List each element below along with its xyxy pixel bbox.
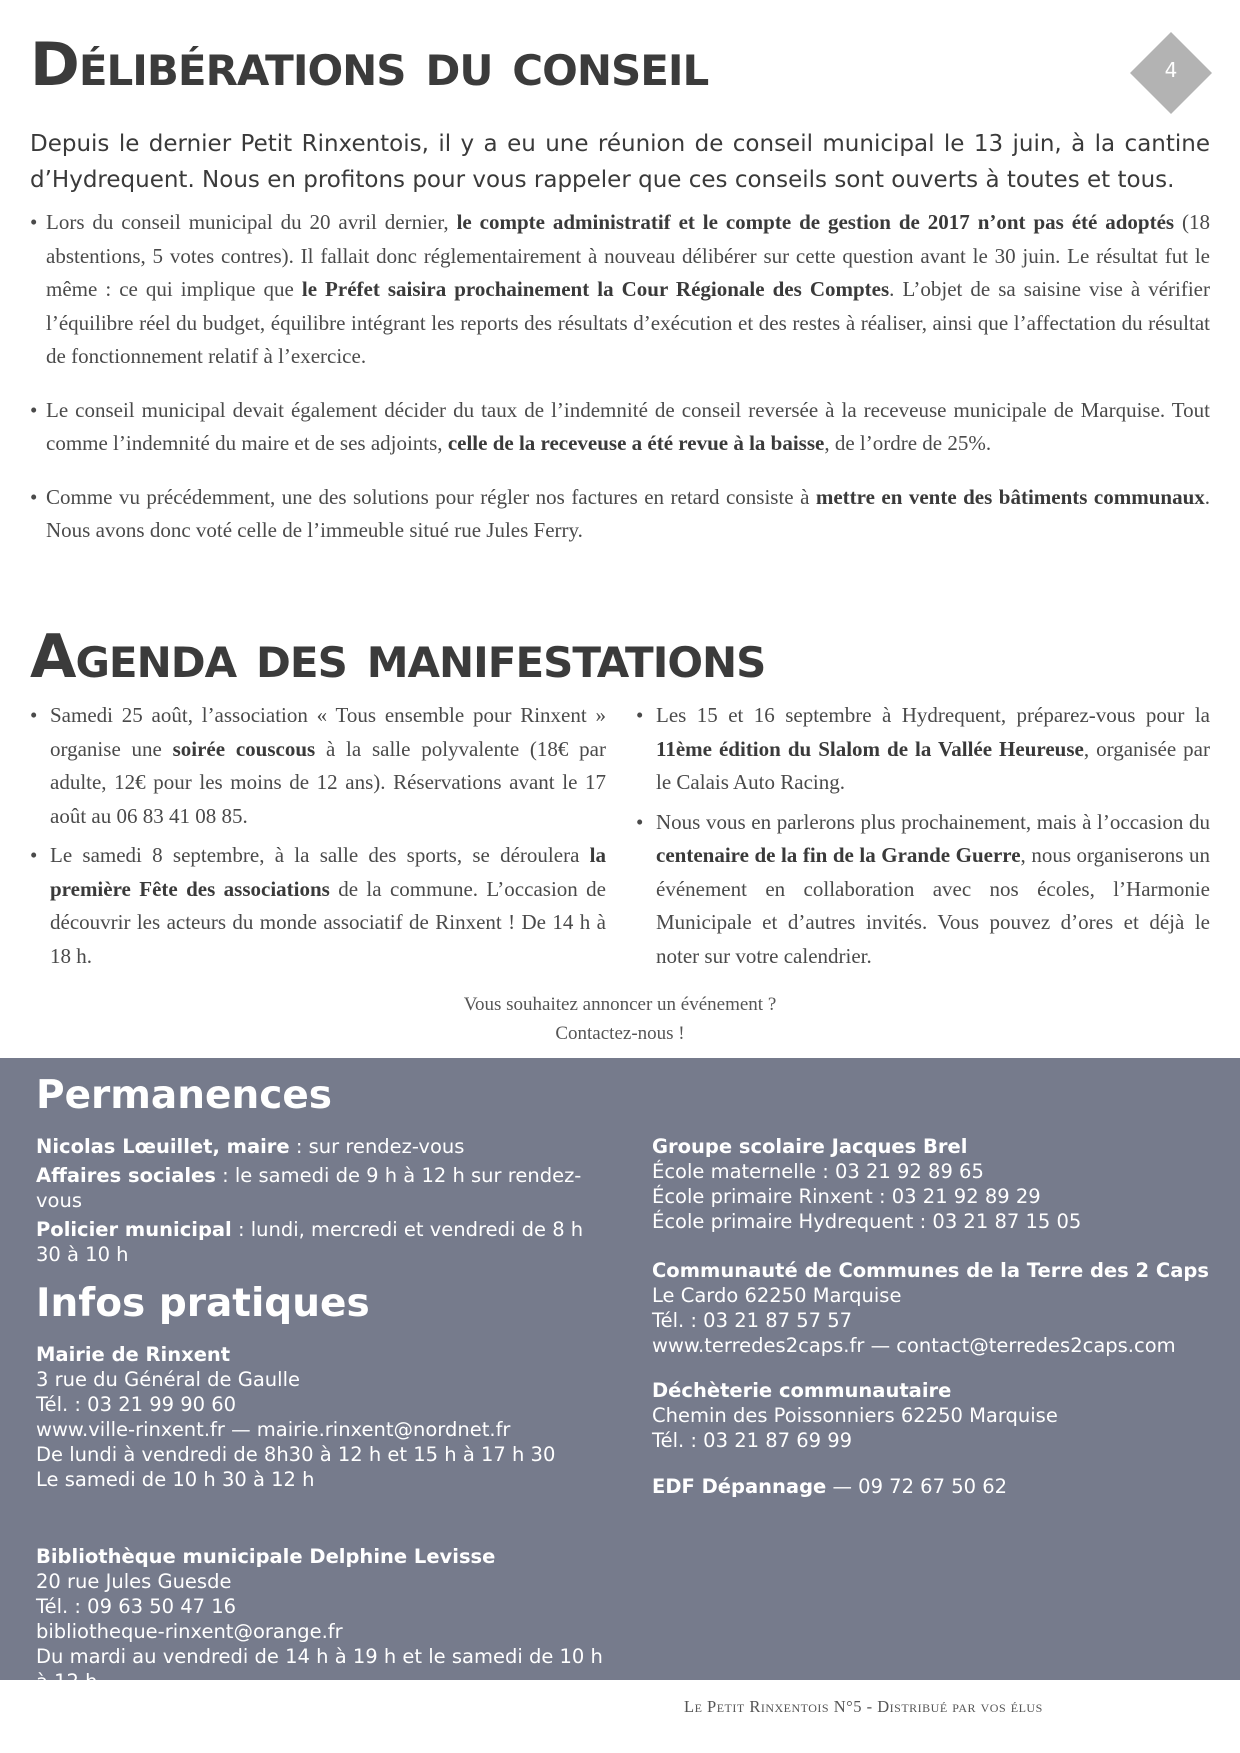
mairie-address: 3 rue du Général de Gaulle	[36, 1368, 300, 1391]
mairie-hours-saturday: Le samedi de 10 h 30 à 12 h	[36, 1468, 315, 1491]
list-item: • Le samedi 8 septembre, à la salle des sports, se déroulera la première Fête des associations de la commune. L’occasion de découvrir les acteurs du monde associatif de Rinxent ! De 14 h à 18 h.	[30, 839, 606, 973]
decheterie-name: Déchèterie communautaire	[652, 1379, 952, 1402]
list-item: • Samedi 25 août, l’association « Tous ensemble pour Rinxent » organise une soirée couscous à la salle polyvalente (18€ par adulte, 12€ pour les moins de 12 ans). Réservations avant le 17 août au 06 83 41 08 85.	[30, 699, 606, 833]
agenda-title-rest: genda des manifestations	[75, 622, 766, 692]
ecole-primaire-rinxent: École primaire Rinxent : 03 21 92 89 29	[652, 1185, 1041, 1208]
agenda-left-column	[30, 699, 606, 979]
deliberations-title	[30, 30, 708, 100]
permanences-title: Permanences	[36, 1073, 332, 1118]
agenda-title-initial: A	[30, 622, 76, 692]
bibliotheque-hours: Du mardi au vendredi de 14 h à 19 h et le samedi de 10 h à 12 h	[36, 1645, 603, 1693]
decheterie-tel: Tél. : 03 21 87 69 99	[652, 1429, 853, 1452]
ecole-primaire-hydrequent: École primaire Hydrequent : 03 21 87 15 05	[652, 1210, 1082, 1233]
decheterie-block	[652, 1378, 1222, 1453]
bibliotheque-email: bibliotheque-rinxent@orange.fr	[36, 1620, 343, 1643]
mairie-web: www.ville-rinxent.fr — mairie.rinxent@nordnet.fr	[36, 1418, 511, 1441]
edf-phone: — 09 72 67 50 62	[826, 1475, 1008, 1498]
permanence-maire: Nicolas Lœuillet, maire : sur rendez-vous	[36, 1135, 465, 1158]
deliberations-intro: Depuis le dernier Petit Rinxentois, il y a eu une réunion de conseil municipal le 13 juin, à la cantine d’Hydrequent. Nous en profitons pour vous rappeler que ces conseils sont ouverts à toutes et tous.	[30, 131, 1210, 193]
ecole-block	[652, 1134, 1222, 1234]
infos-pratiques-title: Infos pratiques	[36, 1281, 370, 1326]
permanence-affaires-sociales: Affaires sociales : le samedi de 9 h à 12 h sur rendez-vous	[36, 1164, 582, 1212]
ecole-name: Groupe scolaire Jacques Brel	[652, 1135, 968, 1158]
communaute-block	[652, 1258, 1222, 1358]
decheterie-address: Chemin des Poissonniers 62250 Marquise	[652, 1404, 1058, 1427]
communaute-web: www.terredes2caps.fr — contact@terredes2caps.com	[652, 1334, 1176, 1357]
permanence-policier: Policier municipal : lundi, mercredi et vendredi de 8 h 30 à 10 h	[36, 1218, 584, 1266]
communaute-name: Communauté de Communes de la Terre des 2 Caps	[652, 1259, 1209, 1282]
page-number: 4	[1164, 58, 1178, 82]
list-item: • Nous vous en parlerons plus prochainement, mais à l’occasion du centenaire de la fin de la Grande Guerre, nous organiserons un événement en collaboration avec nos écoles, l’Harmonie Municipale et d’autres invités. Vous pouvez d’ores et déjà le noter sur votre calendrier.	[636, 806, 1210, 974]
info-panel	[0, 1058, 1240, 1693]
bibliotheque-tel: Tél. : 09 63 50 47 16	[36, 1595, 237, 1618]
bibliotheque-name: Bibliothèque municipale Delphine Levisse	[36, 1545, 496, 1568]
footer-credit: Le Petit Rinxentois N°5 - Distribué par vos élus	[684, 1697, 1043, 1716]
bibliotheque-address: 20 rue Jules Guesde	[36, 1570, 232, 1593]
ecole-maternelle: École maternelle : 03 21 92 89 65	[652, 1160, 984, 1183]
agenda-right-column	[636, 699, 1210, 979]
list-item: • Le conseil municipal devait également décider du taux de l’indemnité de conseil reversée à la receveuse municipale de Marquise. Tout comme l’indemnité du maire et de ses adjoints, celle de la receveuse a été revue à la baisse, de l’ordre de 25%.	[30, 394, 1210, 461]
mairie-block	[36, 1342, 606, 1492]
announce-event-note	[0, 990, 1240, 1048]
mairie-name: Mairie de Rinxent	[36, 1343, 231, 1366]
edf-block	[652, 1474, 1222, 1499]
permanences-block	[36, 1134, 606, 1267]
deliberations-title-rest: élibérations du conseil	[78, 30, 709, 100]
communaute-tel: Tél. : 03 21 87 57 57	[652, 1309, 853, 1332]
page-number-badge	[1128, 30, 1214, 116]
deliberations-title-initial: D	[30, 30, 79, 100]
edf-label: EDF Dépannage	[652, 1475, 827, 1498]
agenda-title	[30, 622, 765, 692]
mairie-tel: Tél. : 03 21 99 90 60	[36, 1393, 237, 1416]
list-item: • Lors du conseil municipal du 20 avril dernier, le compte administratif et le compte de gestion de 2017 n’ont pas été adoptés (18 abstentions, 5 votes contres). Il fallait donc réglementairement à nouveau délibérer sur cette question avant le 30 juin. Le résultat fut le même : ce qui implique que le Préfet saisira prochainement la Cour Régionale des Comptes. L’objet de sa saisine vise à vérifier l’équilibre réel du budget, équilibre intégrant les reports des résultats d’exécution et des restes à réaliser, ainsi que l’affectation du résultat de fonctionnement relatif à l’exercice.	[30, 206, 1210, 374]
mairie-hours-week: De lundi à vendredi de 8h30 à 12 h et 15 h à 17 h 30	[36, 1443, 556, 1466]
list-item: • Les 15 et 16 septembre à Hydrequent, préparez-vous pour la 11ème édition du Slalom de la Vallée Heureuse, organisée par le Calais Auto Racing.	[636, 699, 1210, 800]
list-item: • Comme vu précédemment, une des solutions pour régler nos factures en retard consiste à mettre en vente des bâtiments communaux. Nous avons donc voté celle de l’immeuble situé rue Jules Ferry.	[30, 481, 1210, 548]
contact-us: Contactez-nous !	[555, 1023, 685, 1044]
bibliotheque-block	[36, 1544, 606, 1694]
deliberations-list	[30, 206, 1210, 568]
communaute-address: Le Cardo 62250 Marquise	[652, 1284, 902, 1307]
announce-question: Vous souhaitez annoncer un événement ?	[463, 994, 777, 1015]
